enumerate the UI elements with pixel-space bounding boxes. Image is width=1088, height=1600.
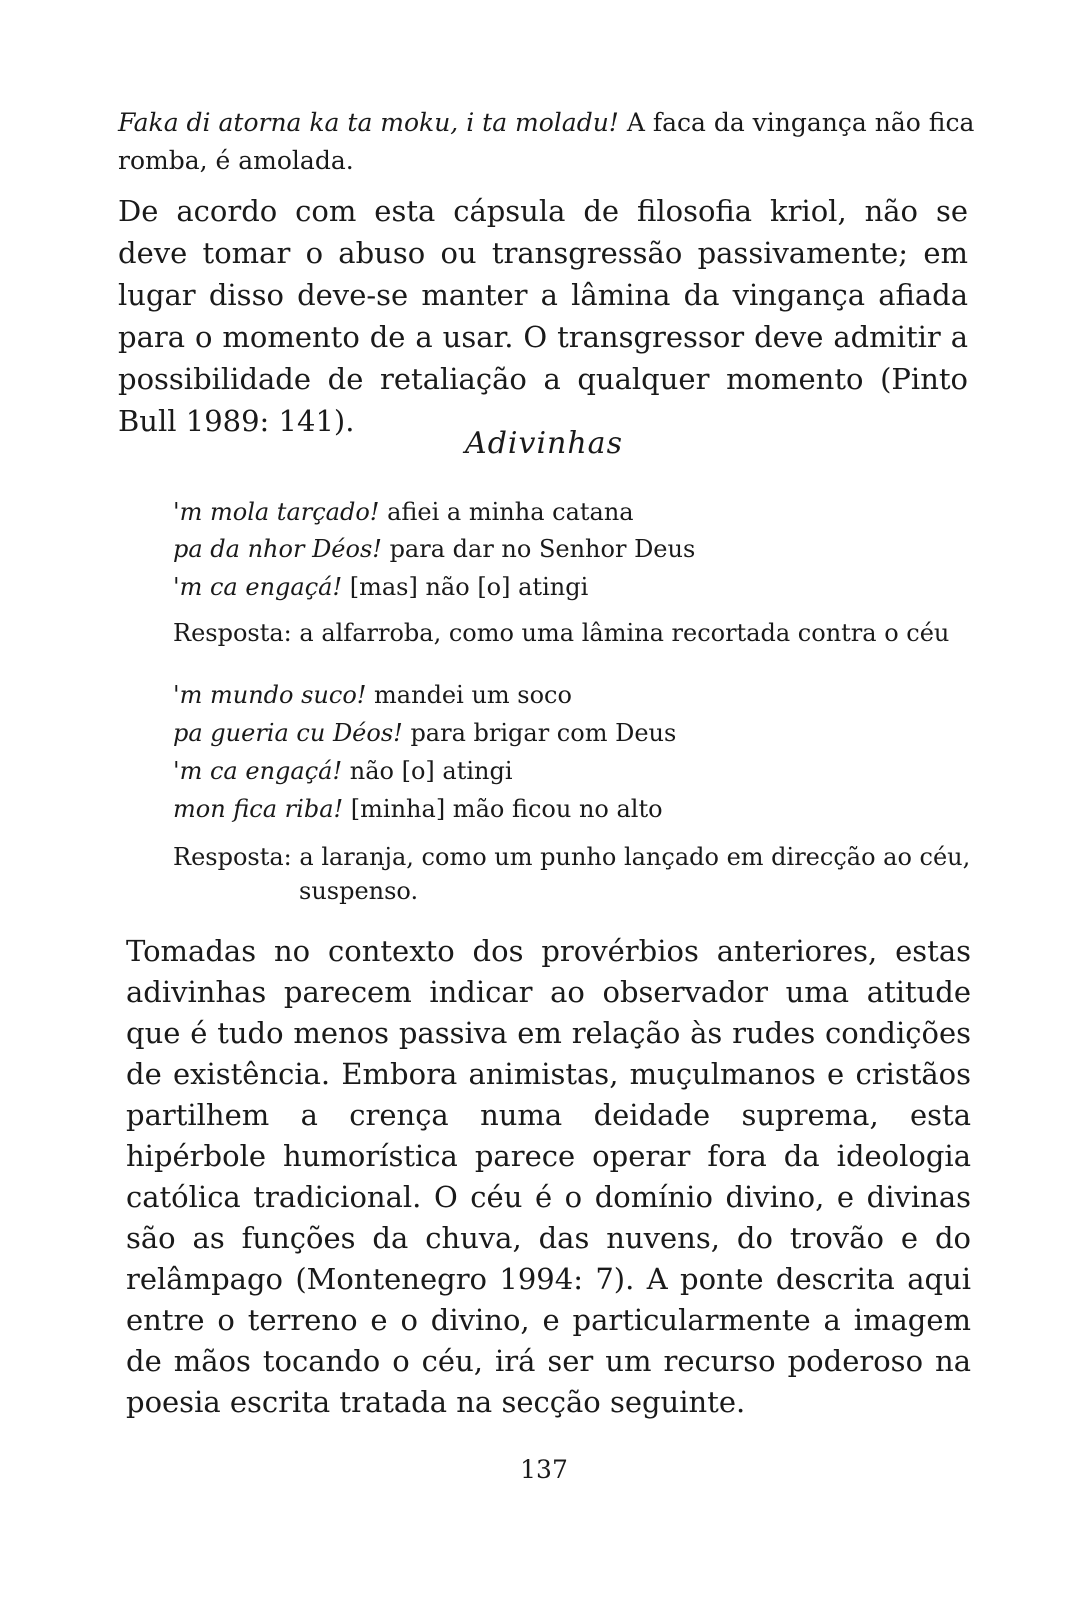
page-number: 137	[520, 1455, 568, 1484]
verse-kriol: pa da nhor Déos!	[173, 535, 382, 563]
verse-line	[173, 792, 663, 826]
verse-kriol: pa gueria cu Déos!	[173, 719, 403, 747]
verse-kriol: 'm ca engaçá!	[173, 757, 343, 785]
section-heading: Adivinhas	[465, 426, 623, 461]
answer-continuation: suspenso.	[299, 877, 419, 905]
proverb-block	[118, 104, 988, 180]
verse-translation: para brigar com Deus	[410, 719, 677, 747]
verse-translation: [mas] não [o] atingi	[349, 573, 589, 601]
paragraph-1: De acordo com esta cápsula de filosofia kriol, não se deve tomar o abuso ou transgressão passivamente; em lugar disso deve-se manter a lâmina da vingança afiada para o momento de a usar. O transgressor deve admitir a possibilidade de retaliação a qualquer momento (Pinto Bull 1989: 141).	[118, 194, 968, 438]
riddle-answer	[173, 840, 973, 908]
verse-kriol: 'm ca engaçá!	[173, 573, 343, 601]
verse-line	[173, 716, 676, 750]
proverb-kriol: Faka di atorna ka ta moku, i ta moladu!	[118, 108, 619, 137]
verse-translation: para dar no Senhor Deus	[389, 535, 696, 563]
verse-line	[173, 495, 634, 529]
verse-line	[173, 754, 513, 788]
verse-translation: afiei a minha catana	[387, 498, 634, 526]
verse-translation: mandei um soco	[374, 681, 572, 709]
verse-line	[173, 678, 572, 712]
verse-translation: não [o] atingi	[349, 757, 513, 785]
paragraph-2: Tomadas no contexto dos provérbios anteriores, estas adivinhas parecem indicar ao observador uma atitude que é tudo menos passiva em relação às rudes condições de existência. Embora animistas, muçulmanos e cristãos partilhem a crença numa deidade suprema, esta hipérbole humorística parece operar fora da ideologia católica tradicional. O céu é o domínio divino, e divinas são as funções da chuva, das nuvens, do trovão e do relâmpago (Montenegro 1994: 7). A ponte descrita aqui entre o terreno e o divino, e particularmente a imagem de mãos tocando o céu, irá ser um recurso poderoso na poesia escrita tratada na secção seguinte.	[126, 934, 971, 1419]
riddle-answer	[173, 616, 973, 650]
answer-text: Resposta: a alfarroba, como uma lâmina recortada contra o céu	[173, 619, 950, 647]
proverb-translation: A faca da vingança não fica romba, é amolada.	[118, 108, 975, 175]
verse-line	[173, 570, 588, 604]
verse-kriol: mon fica riba!	[173, 795, 344, 823]
verse-translation: [minha] mão ficou no alto	[350, 795, 663, 823]
verse-line	[173, 532, 695, 566]
answer-text: Resposta: a laranja, como um punho lançado em direcção ao céu,	[173, 843, 971, 871]
verse-kriol: 'm mundo suco!	[173, 681, 367, 709]
verse-kriol: 'm mola tarçado!	[173, 498, 380, 526]
